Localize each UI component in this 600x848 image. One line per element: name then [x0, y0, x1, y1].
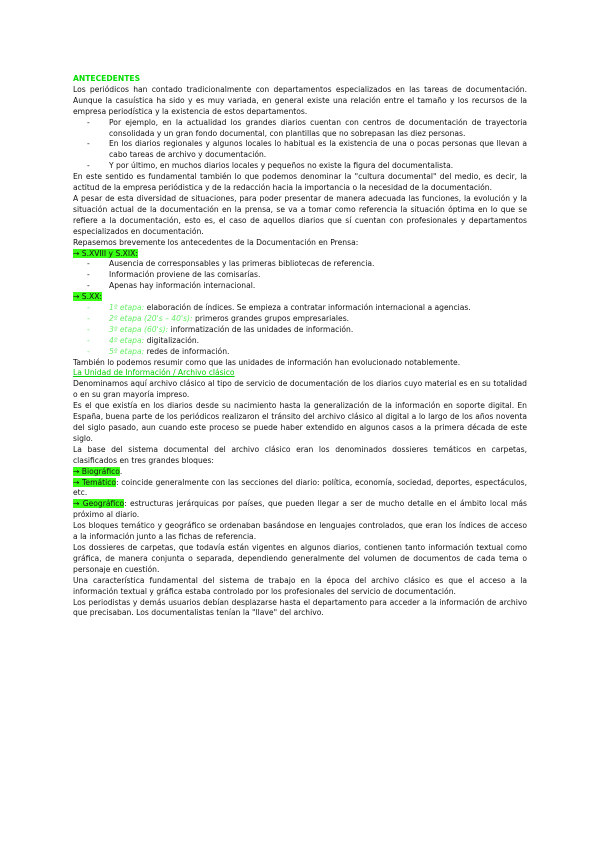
intro-paragraph: Los periódicos han contado tradicionalmente con departamentos especializados en las tareas de documentación. Aunque la casuística ha sido y es muy variada, en general existe una relación entre el tamaño y los recursos de la empresa periodística y la existencia de estos departamentos.: [73, 84, 527, 116]
subheading-link[interactable]: La Unidad de Información / Archivo clásico: [73, 368, 235, 378]
list-item: - Información proviene de las comisarías.: [87, 270, 261, 280]
paragraph: Los periodistas y demás usuarios debían desplazarse hasta el departamento para acceder a la información de archivo que precisaban. Los documentalistas tenían la "llave" del archivo.: [73, 597, 527, 618]
paragraph: Los dossieres de carpetas, que todavía están vigentes en algunos diarios, contienen tanto información textual como gráfica, de manera conjunta o separada, dependiendo generalmente del volumen de documentos de cada tema o personaje en cuestión.: [73, 542, 527, 574]
list-item: - Apenas hay información internacional.: [87, 281, 256, 291]
paragraph: También lo podemos resumir como que las unidades de información han evolucionado notablemente.: [73, 357, 461, 367]
paragraph: En este sentido es fundamental también lo que podemos denominar la "cultura documental" del medio, es decir, la actitud de la empresa periódistica y de la redacción hacia la importancia o la necesidad de la documentación.: [73, 172, 527, 193]
list-item: - Y por último, en muchos diarios locales y pequeños no existe la figura del documentalista.: [87, 161, 454, 171]
section-heading: ANTECEDENTES: [73, 74, 141, 83]
bullet-list-2: [73, 259, 527, 292]
paragraph: A pesar de esta diversidad de situaciones, para poder presentar de manera adecuada las funciones, la evolución y la situación actual de la documentación en la prensa, se va a tomar como referencia la situación óptima en lo que se refiere a la documentación, esto es, el caso de aquellos diarios que sí cuentan con profesionales y departamentos especializados en documentación.: [73, 193, 527, 236]
bullet-list-1: [73, 118, 527, 173]
section-label-1: → S.XVIII y S.XIX:: [73, 248, 138, 258]
block-item: → Geográfico: estructuras jerárquicas por países, que pueden llegar a ser de mucho detalle en el ámbito local más próximo al diario.: [73, 499, 527, 520]
list-item: - Ausencia de corresponsables y las primeras bibliotecas de referencia.: [87, 259, 375, 269]
block-item: → Biográfico.: [73, 466, 123, 476]
paragraph: Es el que existía en los diarios desde su nacimiento hasta la generalización de la información en soporte digital. En España, buena parte de los periódicos realizaron el tránsito del archivo clásico al digital a lo largo de los años noventa del siglo pasado, aun cuando este proceso se puede haber extendido en algunos casos a la primera década de este siglo.: [73, 401, 527, 443]
list-item: - 3º etapa (60's): informatización de las unidades de información.: [87, 324, 354, 334]
list-item: - Por ejemplo, en la actualidad los grandes diarios cuentan con centros de documentación de trayectoria consolidada y un gran fondo documental, con plantillas que no sobrepasan las diez personas.: [87, 117, 527, 138]
document-page: [73, 74, 527, 619]
list-item: - 2º etapa (20's – 40's): primeros grandes grupos empresariales.: [87, 313, 350, 323]
block-item: → Temático: coincide generalmente con las secciones del diario: política, economía, sociedad, deportes, espectáculos, etc.: [73, 477, 527, 498]
section-label-2: → S.XX:: [73, 292, 102, 302]
paragraph: Una característica fundamental del sistema de trabajo en la época del archivo clásico es que el acceso a la información textual y gráfica estaba controlado por los profesionales del servicio de documentación.: [73, 575, 527, 596]
paragraph: Denominamos aquí archivo clásico al tipo de servicio de documentación de los diarios cuyo material es en su totalidad o en su gran mayoría impreso.: [73, 379, 527, 400]
list-item: - 5º etapa: redes de información.: [87, 346, 230, 356]
list-item: - En los diarios regionales y algunos locales lo habitual es la existencia de una o pocas personas que llevan a cabo tareas de archivo y documentación.: [87, 139, 527, 160]
list-item: - 1º etapa: elaboración de índices. Se empieza a contratar información internacional a agencias.: [87, 303, 471, 313]
list-item: - 4º etapa: digitalización.: [87, 335, 200, 345]
paragraph: La base del sistema documental del archivo clásico eran los denominados dossieres temáticos en carpetas, clasificados en tres grandes bloques:: [73, 444, 527, 465]
paragraph: Repasemos brevemente los antecedentes de la Documentación en Prensa:: [73, 237, 359, 247]
stage-list: [73, 303, 527, 358]
paragraph: Los bloques temático y geográfico se ordenaban basándose en lenguajes controlados, que eran los índices de acceso a la información junto a las fichas de referencia.: [73, 521, 527, 542]
